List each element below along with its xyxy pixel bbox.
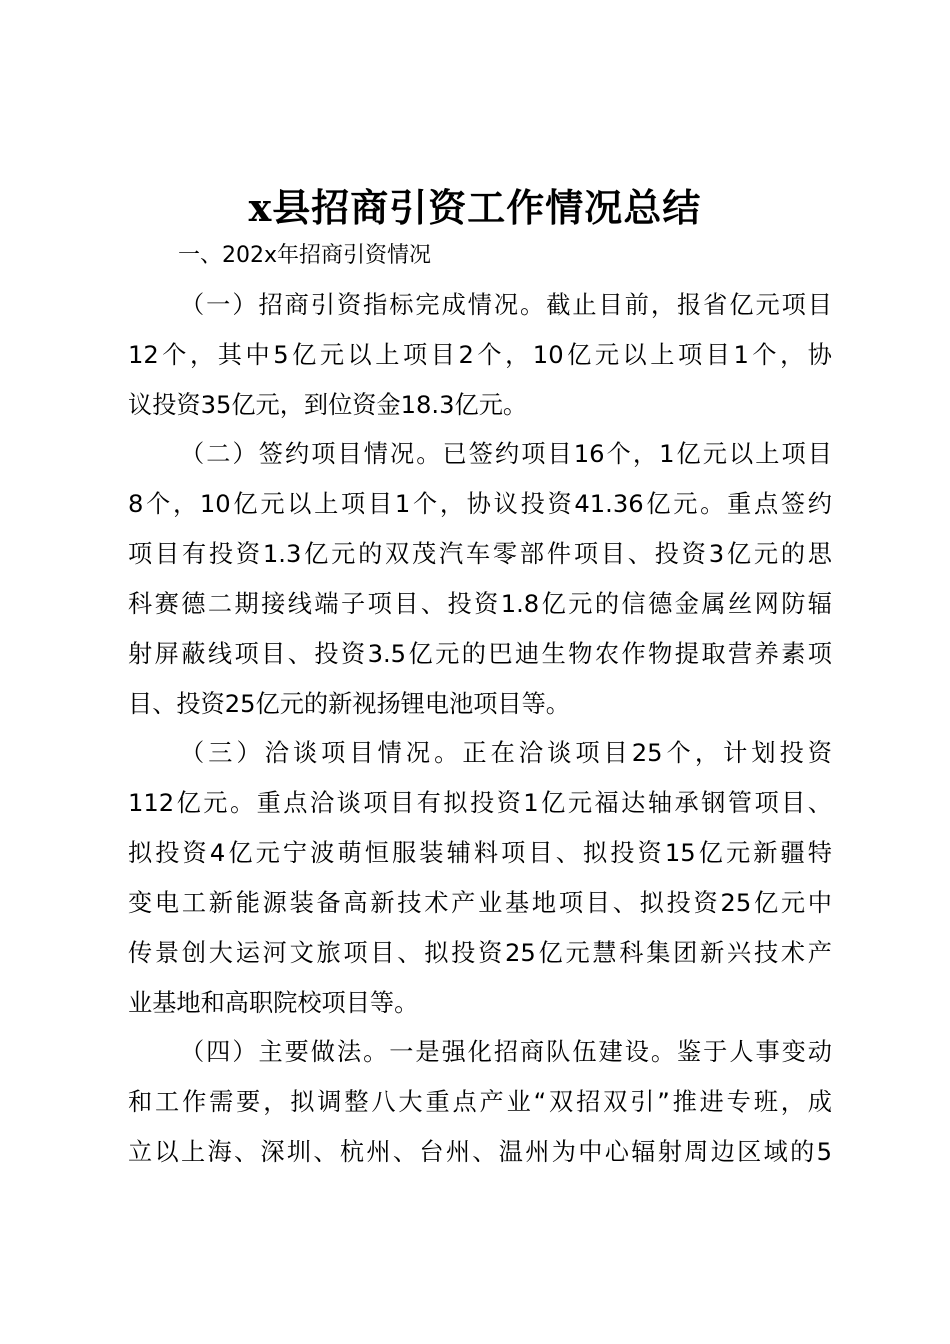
paragraph-line: 112亿元。重点洽谈项目有拟投资1亿元福达轴承钢管项目、: [128, 789, 832, 817]
paragraph-line: （四）主要做法。一是强化招商队伍建设。鉴于人事变动: [180, 1038, 832, 1066]
document-title: x县招商引资工作情况总结: [248, 185, 702, 230]
paragraph-4: [128, 1027, 832, 1177]
paragraph-line: 射屏蔽线项目、投资3.5亿元的巴迪生物农作物提取营养素项: [128, 640, 832, 668]
paragraph-1: [128, 280, 832, 430]
paragraph-line: 12个，其中5亿元以上项目2个，10亿元以上项目1个，协: [128, 341, 832, 369]
paragraph-line: 8个，10亿元以上项目1个，协议投资41.36亿元。重点签约: [128, 490, 832, 518]
paragraph-line: 拟投资4亿元宁波萌恒服装辅料项目、拟投资15亿元新疆特: [128, 839, 832, 867]
paragraph-line: 项目有投资1.3亿元的双茂汽车零部件项目、投资3亿元的思: [128, 540, 832, 568]
paragraph-line: 和工作需要，拟调整八大重点产业“双招双引”推进专班，成: [128, 1088, 832, 1116]
paragraph-line: 立以上海、深圳、杭州、台州、温州为中心辐射周边区域的5: [128, 1138, 832, 1166]
paragraph-line: （三）洽谈项目情况。正在洽谈项目25个，计划投资: [180, 739, 832, 767]
paragraph-2: [128, 429, 832, 729]
paragraph-3: [128, 728, 832, 1028]
paragraph-line: 传景创大运河文旅项目、拟投资25亿元慧科集团新兴技术产: [128, 939, 832, 967]
paragraph-line: 变电工新能源装备高新技术产业基地项目、拟投资25亿元中: [128, 889, 832, 917]
paragraph-line: （一）招商引资指标完成情况。截止目前，报省亿元项目: [180, 291, 832, 319]
paragraph-line: 目、投资25亿元的新视扬锂电池项目等。: [128, 690, 570, 718]
paragraph-line: （二）签约项目情况。已签约项目16个，1亿元以上项目: [180, 440, 832, 468]
section-heading: 一、202x年招商引资情况: [178, 243, 432, 268]
paragraph-line: 业基地和高职院校项目等。: [128, 989, 419, 1017]
paragraph-line: 科赛德二期接线端子项目、投资1.8亿元的信德金属丝网防辐: [128, 590, 832, 618]
paragraph-line: 议投资35亿元，到位资金18.3亿元。: [128, 391, 528, 419]
